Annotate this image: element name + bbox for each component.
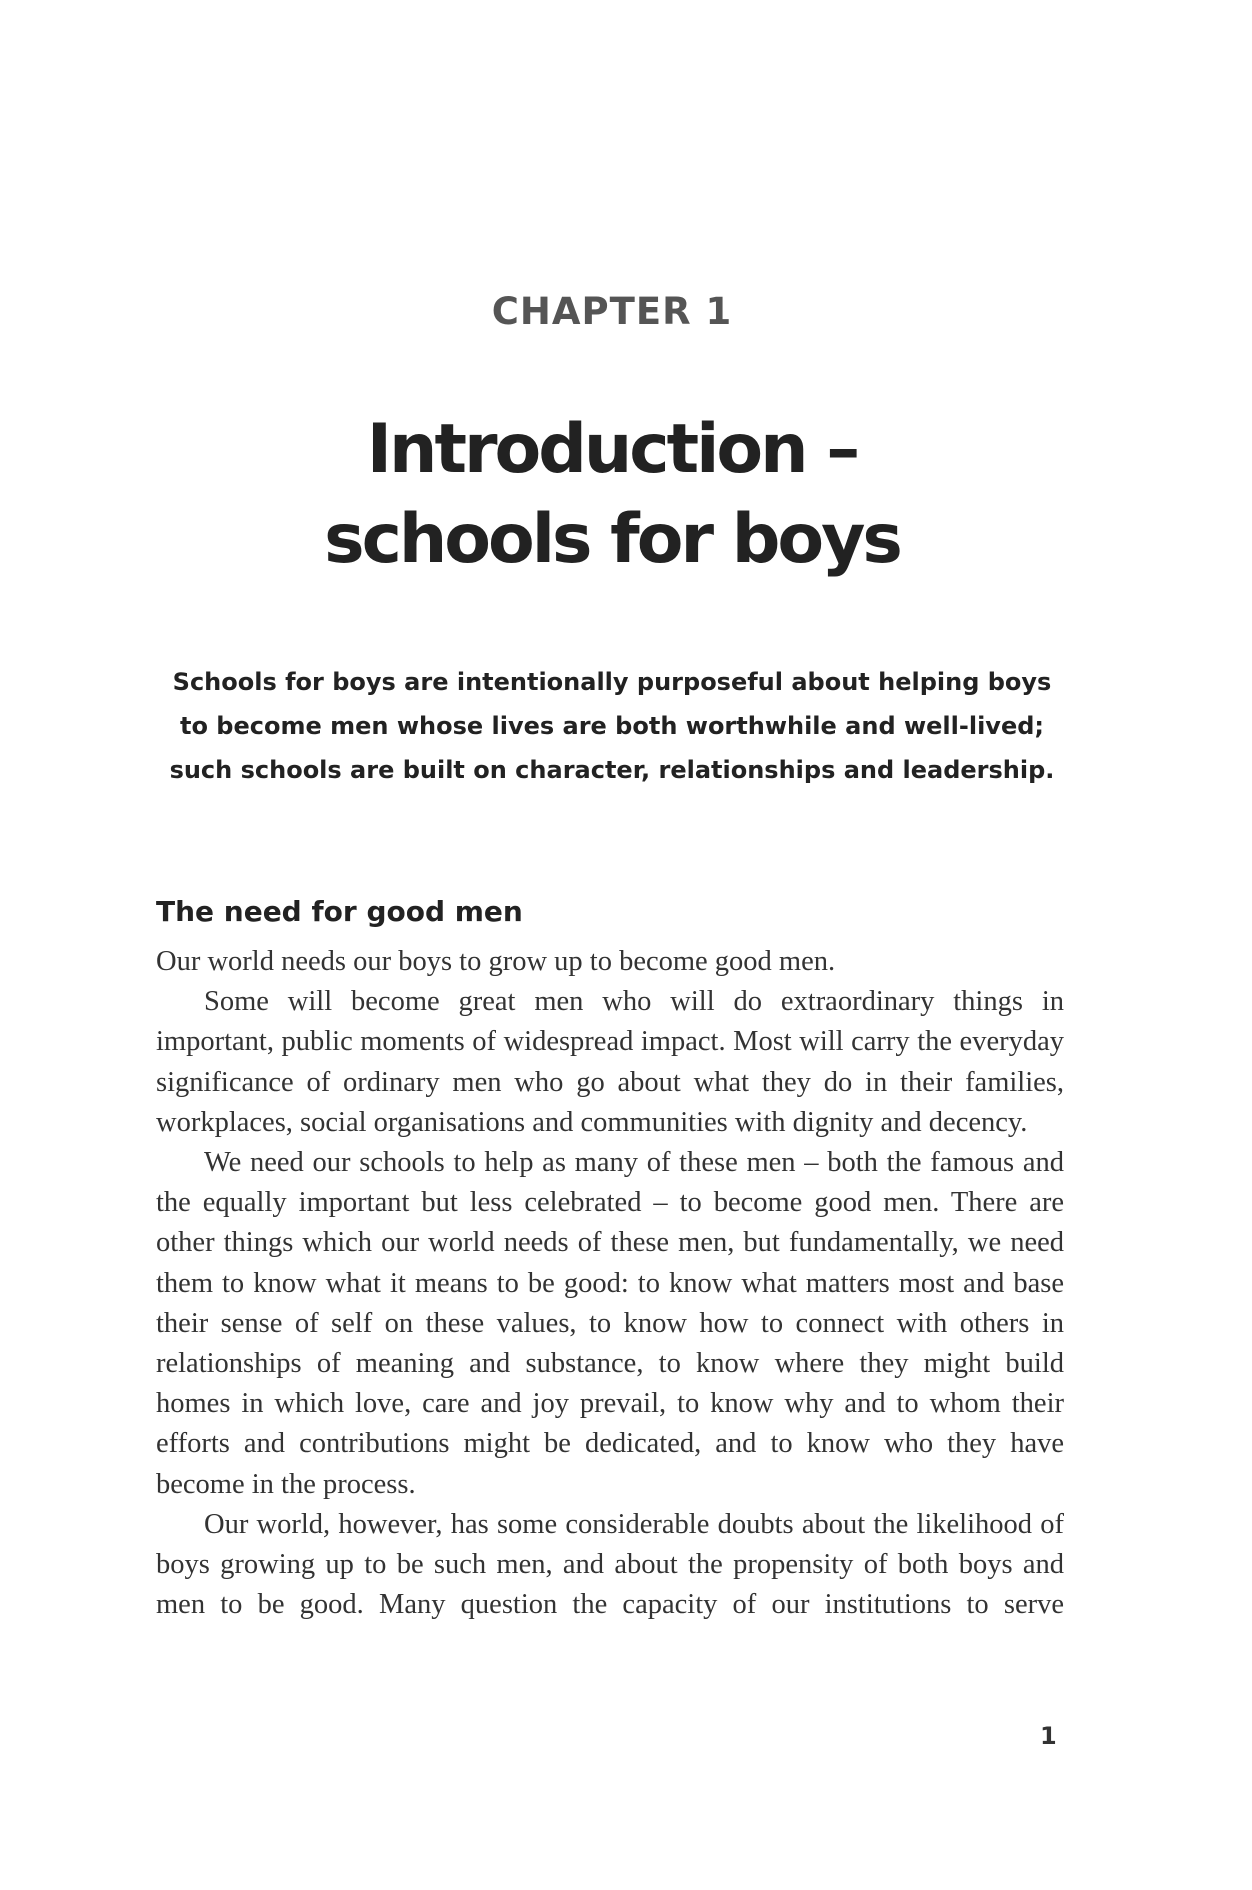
- paragraph: Our world, however, has some considerable doubts about the likelihood of boys growing up to be such men, and about the propensity of both boys and men to be good. Many question the capacity of our institutions to serve: [156, 1508, 1064, 1621]
- paragraph: Some will become great men who will do extraordinary things in important, public moments of widespread impact. Most will carry the everyday significance of ordinary men who go about what they do in their families, workplaces, social organisations and communities with dignity and decency.: [156, 986, 1064, 1138]
- section-heading: The need for good men: [156, 895, 523, 928]
- epigraph-line: to become men whose lives are both worthwhile and well-lived;: [179, 712, 1044, 740]
- paragraph: Our world needs our boys to grow up to become good men.: [156, 946, 836, 977]
- chapter-title-line: Introduction –: [366, 410, 858, 489]
- body-text: [156, 942, 1064, 1625]
- chapter-title: [0, 405, 1224, 585]
- page-number: 1: [1040, 1722, 1057, 1750]
- epigraph-line: such schools are built on character, relationships and leadership.: [169, 756, 1055, 784]
- chapter-epigraph: [0, 660, 1224, 792]
- paragraph: We need our schools to help as many of these men – both the famous and the equally important but less celebrated – to become good men. There are other things which our world needs of these men, but fundamentally, we need them to know what it means to be good: to know what matters most and base their sense of self on these values, to know how to connect with others in relationships of meaning and substance, to know where they might build homes in which love, care and joy prevail, to know why and to whom their efforts and contributions might be dedicated, and to know who they have become in the process.: [156, 1147, 1064, 1500]
- chapter-label: CHAPTER 1: [491, 290, 733, 333]
- epigraph-line: Schools for boys are intentionally purposeful about helping boys: [172, 668, 1052, 696]
- chapter-title-line: schools for boys: [324, 500, 900, 579]
